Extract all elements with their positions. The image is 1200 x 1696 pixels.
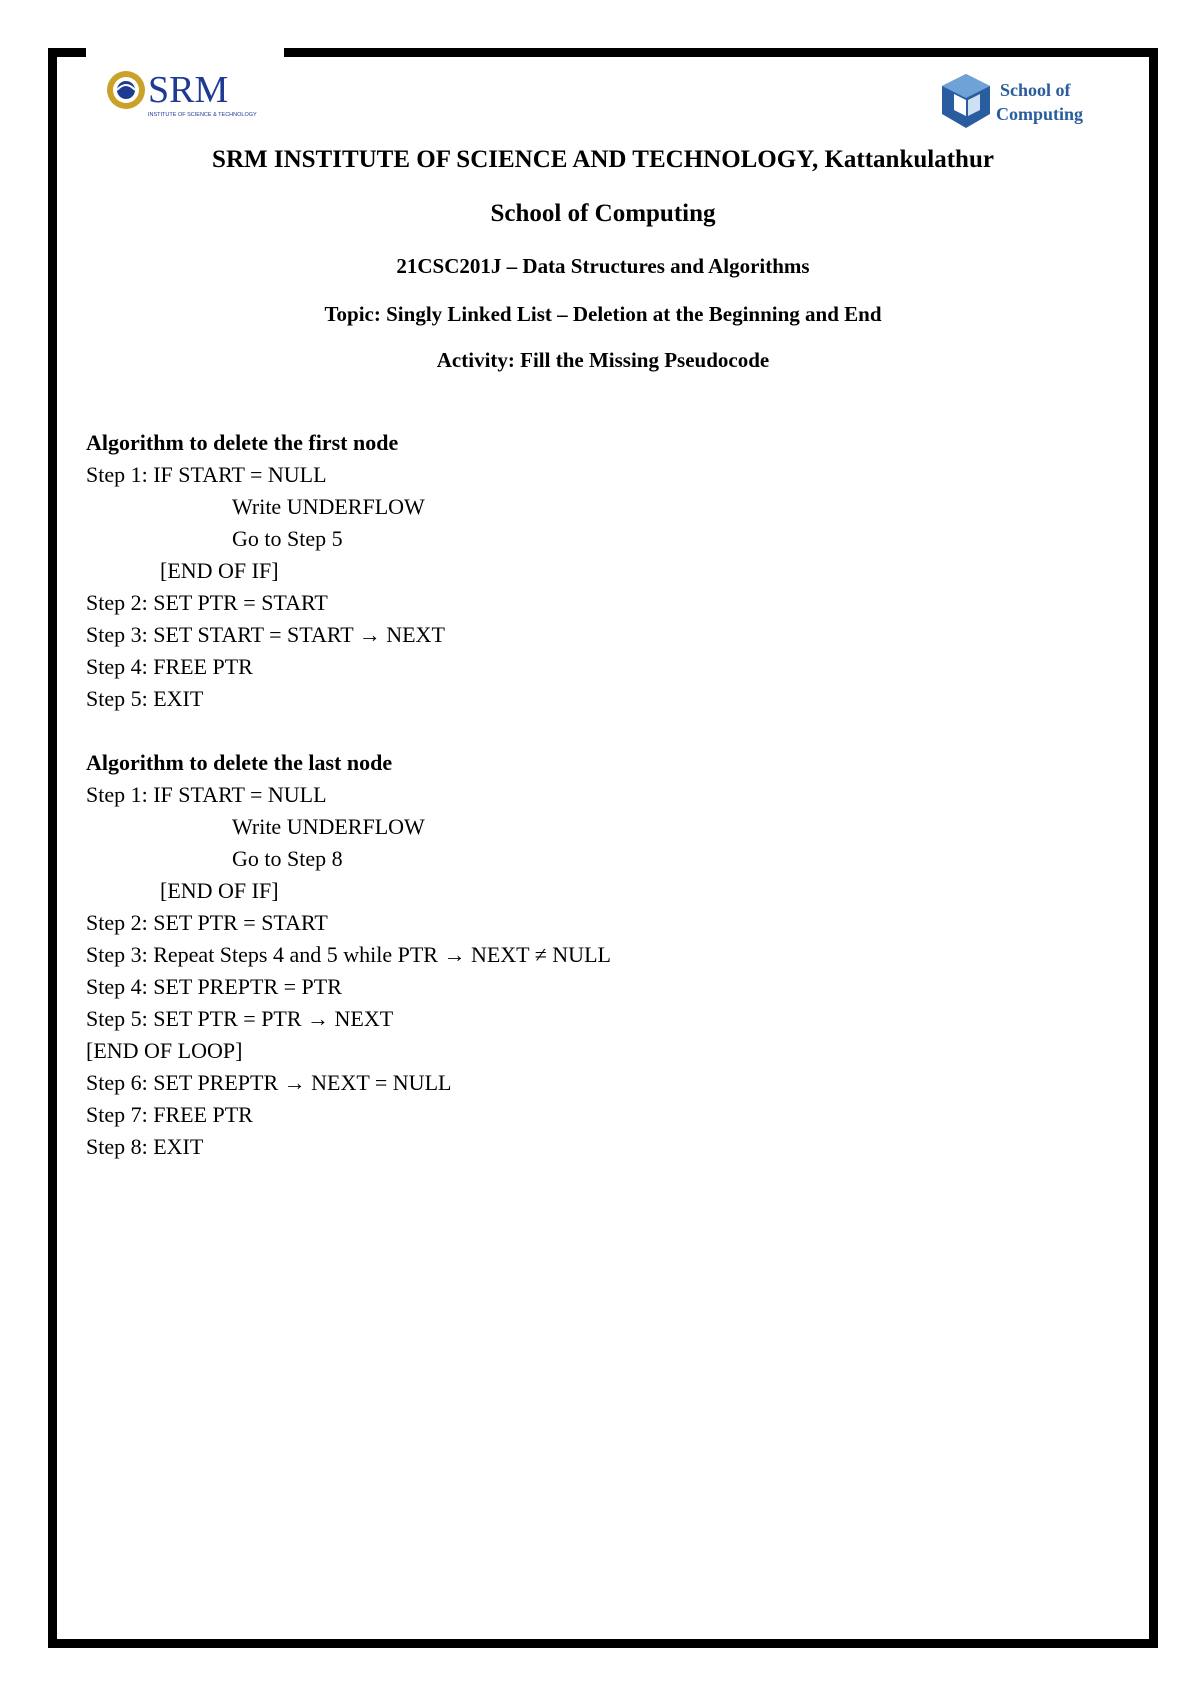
algorithm-step: Write UNDERFLOW [232, 814, 425, 839]
srm-logo-text: SRM [148, 69, 229, 111]
soc-logo-line1: School of [1000, 80, 1071, 100]
algorithm-step: [END OF LOOP] [86, 1038, 243, 1063]
course-title: 21CSC201J – Data Structures and Algorithms [396, 254, 810, 278]
algorithm-step: Go to Step 8 [232, 846, 343, 871]
algorithm-step: Go to Step 5 [232, 526, 343, 551]
srm-logo-subtext: INSTITUTE OF SCIENCE & TECHNOLOGY [148, 112, 257, 118]
algorithm-step: Step 5: EXIT [86, 686, 204, 711]
algorithm-step: [END OF IF] [160, 878, 279, 903]
algorithm-step: Write UNDERFLOW [232, 494, 425, 519]
algorithm-step: Step 7: FREE PTR [86, 1102, 253, 1127]
algorithm-step: Step 6: SET PREPTR → NEXT = NULL [86, 1070, 452, 1095]
topic-title: Topic: Singly Linked List – Deletion at the Beginning and End [324, 302, 882, 326]
srm-logo [106, 66, 268, 122]
border-gap [86, 44, 284, 58]
algorithm-step: [END OF IF] [160, 558, 279, 583]
algorithm-step: Step 5: SET PTR = PTR → NEXT [86, 1006, 394, 1031]
algorithm-step: Step 2: SET PTR = START [86, 590, 328, 615]
soc-logo-line2: Computing [996, 104, 1084, 124]
institute-title: SRM INSTITUTE OF SCIENCE AND TECHNOLOGY, Kattankulathur [212, 146, 994, 173]
algorithm-delete-first [86, 427, 1086, 715]
activity-title: Activity: Fill the Missing Pseudocode [436, 348, 770, 372]
algorithm-step: Step 1: IF START = NULL [86, 782, 327, 807]
school-of-computing-logo [938, 70, 1098, 136]
algorithm-title: Algorithm to delete the first node [86, 430, 399, 455]
srm-logo-graphic [106, 66, 268, 122]
algorithm-step: Step 4: FREE PTR [86, 654, 253, 679]
algorithm-step: Step 3: Repeat Steps 4 and 5 while PTR → NEXT ≠ NULL [86, 942, 611, 967]
algorithm-step: Step 2: SET PTR = START [86, 910, 328, 935]
algorithm-delete-last [86, 747, 1086, 1163]
algorithm-step: Step 4: SET PREPTR = PTR [86, 974, 342, 999]
school-title: School of Computing [490, 200, 716, 227]
algorithm-step: Step 3: SET START = START → NEXT [86, 622, 445, 647]
soc-logo-graphic [938, 70, 1098, 136]
algorithm-title: Algorithm to delete the last node [86, 750, 393, 775]
algorithm-step: Step 1: IF START = NULL [86, 462, 327, 487]
algorithm-step: Step 8: EXIT [86, 1134, 204, 1159]
